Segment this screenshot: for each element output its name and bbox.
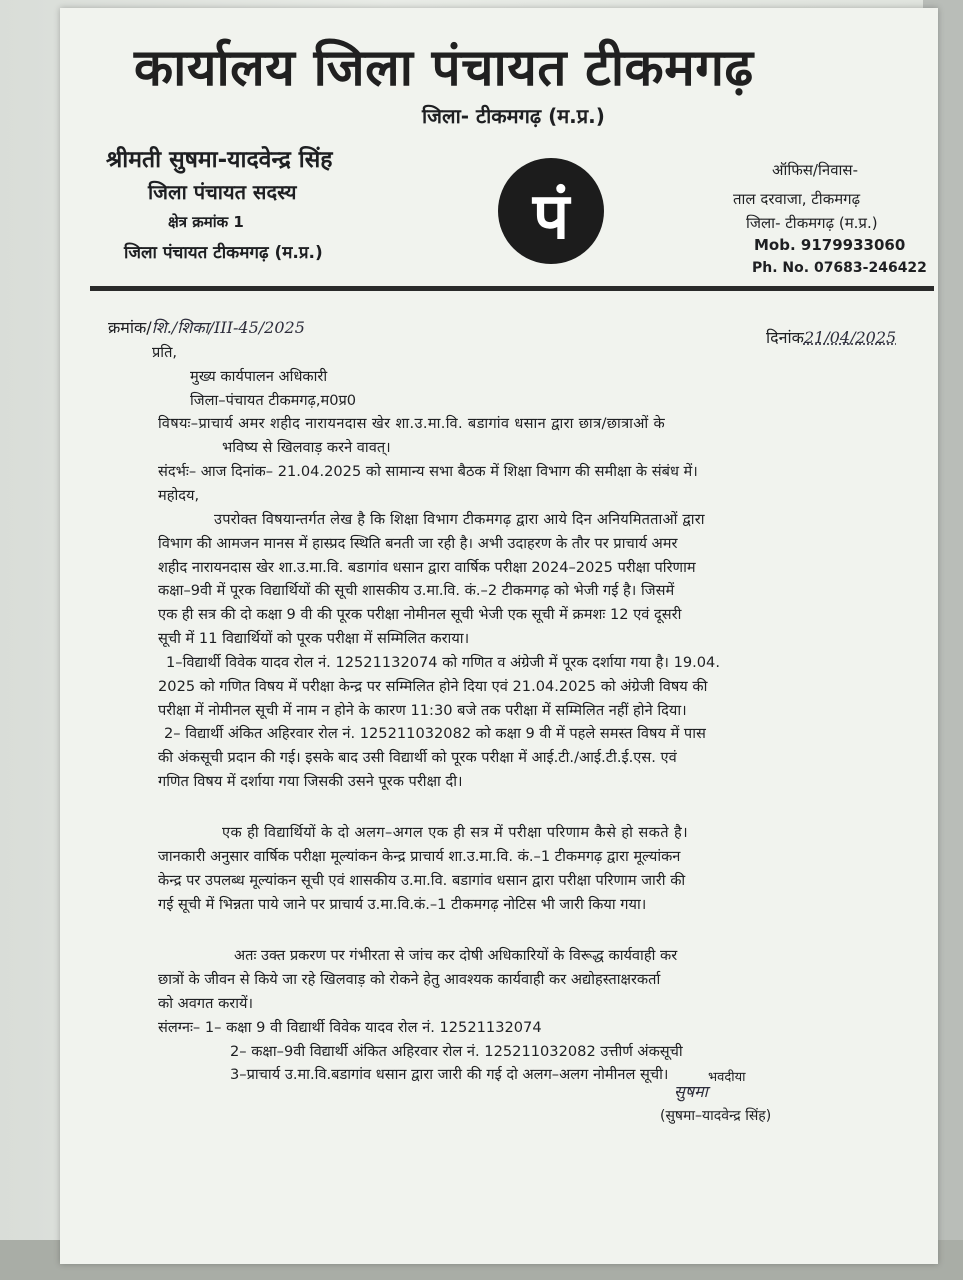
body-line: की अंकसूची प्रदान की गई। इसके बाद उसी विद्यार्थी को पूरक परीक्षा में आई.टी./आई.टी.ई.एस. एवं xyxy=(158,749,677,766)
reference-number xyxy=(108,316,305,338)
signature-handwritten: सुषमा xyxy=(674,1082,708,1101)
member-organisation: जिला पंचायत टीकमगढ़ (म.प्र.) xyxy=(124,243,323,263)
body-line: जिला–पंचायत टीकमगढ़,म0प्र0 xyxy=(190,392,357,409)
body-line: सूची में 11 विद्यार्थियों को पूरक परीक्षा में सम्मिलित कराया। xyxy=(158,630,470,647)
signature-name: (सुषमा–यादवेन्द्र सिंह) xyxy=(660,1108,772,1124)
body-line: 1–विद्यार्थी विवेक यादव रोल नं. 12521132074 को गणित व अंग्रेजी में पूरक दर्शाया गया है। 19.04. xyxy=(166,654,720,671)
logo-glyph: पं xyxy=(532,179,570,254)
office-address-1: ताल दरवाजा, टीकमगढ़ xyxy=(733,190,861,208)
office-phone: Ph. No. 07683-246422 xyxy=(752,260,927,276)
body-line: 2– विद्यार्थी अंकित अहिरवार रोल नं. 125211032082 को कक्षा 9 वी में पहले समस्त विषय में पास xyxy=(164,725,706,742)
body-line: को अवगत करायें। xyxy=(158,995,254,1012)
signature-closing: भवदीया xyxy=(708,1070,746,1085)
body-line: संदर्भः– आज दिनांक– 21.04.2025 को सामान्य सभा बैठक में शिक्षा विभाग की समीक्षा के संबंध में। xyxy=(158,463,698,480)
body-line: केन्द्र पर उपलब्ध मूल्यांकन सूची एवं शासकीय उ.मा.वि. बडागांव धसान द्वारा परीक्षा परिणाम जारी की xyxy=(158,872,686,889)
member-area: क्षेत्र क्रमांक 1 xyxy=(168,213,244,231)
letter-date xyxy=(766,326,896,348)
body-line: विषयः–प्राचार्य अमर शहीद नारायनदास खेर शा.उ.मा.वि. बडागांव धसान द्वारा छात्र/छात्राओं के xyxy=(158,415,666,432)
body-line: 2– कक्षा–9वी विद्यार्थी अंकित अहिरवार रोल नं. 125211032082 उत्तीर्ण अंकसूची xyxy=(230,1043,683,1060)
body-line: गई सूची में भिन्नता पाये जाने पर प्राचार्य उ.मा.वि.कं.–1 टीकमगढ़ नोटिस भी जारी किया गया। xyxy=(158,896,647,913)
body-line: एक ही सत्र की दो कक्षा 9 वी की पूरक परीक्षा नोमीनल सूची भेजी एक सूची में क्रमशः 12 एवं दूसरी xyxy=(158,606,682,623)
body-line: परीक्षा में नोमीनल सूची में नाम न होने के कारण 11:30 बजे तक परीक्षा में सम्मिलित नहीं होने दिया। xyxy=(158,702,687,719)
body-line: अतः उक्त प्रकरण पर गंभीरता से जांच कर दोषी अधिकारियों के विरूद्ध कार्यवाही कर xyxy=(234,947,678,964)
date-label: दिनांक xyxy=(766,328,804,347)
body-line: उपरोक्त विषयान्तर्गत लेख है कि शिक्षा विभाग टीकमगढ़ द्वारा आये दिन अनियमितताओं द्वारा xyxy=(214,511,705,528)
office-mobile: Mob. 9179933060 xyxy=(754,236,906,254)
member-designation: जिला पंचायत सदस्य xyxy=(148,180,297,204)
body-line: जानकारी अनुसार वार्षिक परीक्षा मूल्यांकन केन्द्र प्राचार्य शा.उ.मा.वि. कं.–1 टीकमगढ़ द्वारा मूल्यांकन xyxy=(158,848,681,865)
member-name: श्रीमती सुषमा-यादवेन्द्र सिंह xyxy=(106,147,333,173)
body-line: संलग्नः– 1– कक्षा 9 वी विद्यार्थी विवेक यादव रोल नं. 12521132074 xyxy=(158,1019,542,1036)
body-line: महोदय, xyxy=(158,487,200,504)
panchayat-logo-icon xyxy=(498,158,604,264)
reference-value: शि./शिका/III-45/2025 xyxy=(151,318,305,337)
office-title: कार्यालय जिला पंचायत टीकमगढ़ xyxy=(134,39,754,98)
office-address-2: जिला- टीकमगढ़ (म.प्र.) xyxy=(746,214,878,232)
body-line: एक ही विद्यार्थियों के दो अलग–अगल एक ही सत्र में परीक्षा परिणाम कैसे हो सकते है। xyxy=(222,824,689,841)
office-label: ऑफिस/निवास- xyxy=(772,161,858,179)
body-line: 2025 को गणित विषय में परीक्षा केन्द्र पर सम्मिलित होने दिया एवं 21.04.2025 को अंग्रेजी विषय की xyxy=(158,678,708,695)
body-line: भविष्य से खिलवाड़ करने वावत्। xyxy=(222,439,391,456)
district-line: जिला- टीकमगढ़ (म.प्र.) xyxy=(422,104,605,128)
header-divider xyxy=(90,286,934,291)
body-line: मुख्य कार्यपालन अधिकारी xyxy=(190,368,328,385)
body-line: विभाग की आमजन मानस में हास्प्रद स्थिति बनती जा रही है। अभी उदाहरण के तौर पर प्राचार्य अमर xyxy=(158,535,678,552)
body-line: 3–प्राचार्य उ.मा.वि.बडागांव धसान द्वारा जारी की गई दो अलग–अलग नोमीनल सूची। xyxy=(230,1066,669,1083)
date-value: 21/04/2025 xyxy=(803,328,897,347)
body-line: छात्रों के जीवन से किये जा रहे खिलवाड़ को रोकने हेतु आवश्यक कार्यवाही कर अद्योहस्ताक्षरकर्ता xyxy=(158,971,661,988)
body-line: शहीद नारायनदास खेर शा.उ.मा.वि. बडागांव धसान द्वारा वार्षिक परीक्षा 2024–2025 परीक्षा परिणाम xyxy=(158,559,696,576)
body-line: गणित विषय में दर्शाया गया जिसकी उसने पूरक परीक्षा दी। xyxy=(158,773,463,790)
body-line: कक्षा–9वी में पूरक विद्यार्थियों की सूची शासकीय उ.मा.वि. कं.–2 टीकमगढ़ को भेजी गई है। जिसमें xyxy=(158,582,675,599)
body-line: प्रति, xyxy=(152,344,178,361)
reference-label: क्रमांक/ xyxy=(108,318,152,337)
